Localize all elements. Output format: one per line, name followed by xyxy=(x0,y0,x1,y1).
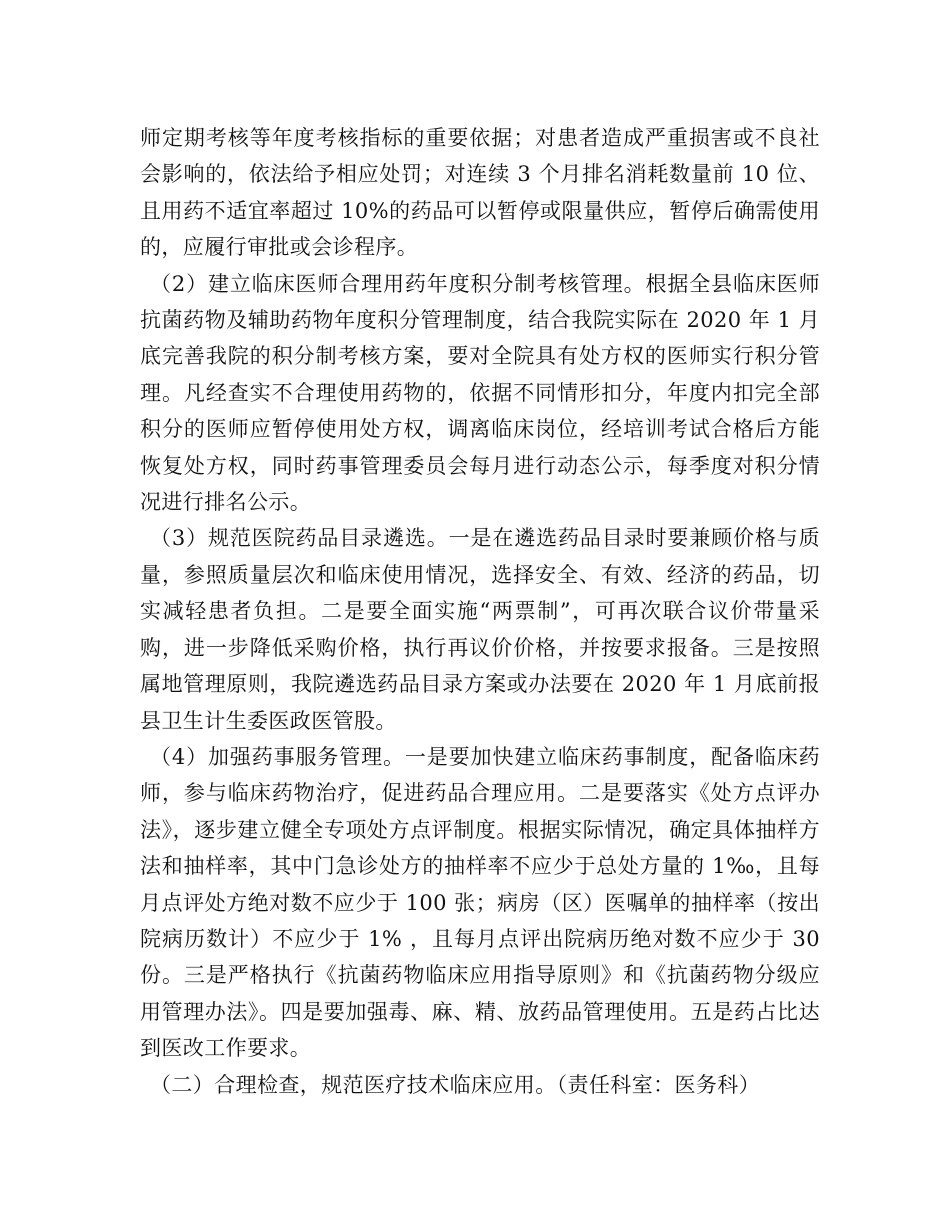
paragraph-item-4: （4）加强药事服务管理。一是要加快建立临床药事制度，配备临床药师，参与临床药物治疗，促进药品合理应用。二是要落实《处方点评办法》，逐步建立健全专项处方点评制度。根据实际情况，确定具体抽样方法和抽样率，其中门急诊处方的抽样率不应少于总处方量的 1‰，且每月点评处方绝对数不应少于 100 张；病房（区）医嘱单的抽样率（按出院病历数计）不应少于 1% ，且每月点评出院病历绝对数不应少于 30 份。三是严格执行《抗菌药物临床应用指导原则》和《抗菌药物分级应用管理办法》。四是要加强毒、麻、精、放药品管理使用。五是药占比达到医改工作要求。 xyxy=(140,744,820,1061)
paragraph-item-3: （3）规范医院药品目录遴选。一是在遴选药品目录时要兼顾价格与质量，参照质量层次和临床使用情况，选择安全、有效、经济的药品，切实减轻患者负担。二是要全面实施“两票制”，可再次联合议价带量采购，进一步降低采购价格，执行再议价价格，并按要求报备。三是按照属地管理原则，我院遴选药品目录方案或办法要在 2020 年 1 月底前报县卫生计生委医政医管股。 xyxy=(140,526,820,733)
section-heading-2: （二）合理检查，规范医疗技术临床应用。（责任科室：医务科） xyxy=(150,1072,761,1097)
paragraph-continuation: 师定期考核等年度考核指标的重要依据；对患者造成严重损害或不良社会影响的，依法给予相应处罚；对连续 3 个月排名消耗数量前 10 位、且用药不适宜率超过 10%的药品可以暂停或限量供应，暂停后确需使用的，应履行审批或会诊程序。 xyxy=(140,126,820,260)
document-body xyxy=(140,120,820,1103)
paragraph-item-2: （2）建立临床医师合理用药年度积分制考核管理。根据全县临床医师抗菌药物及辅助药物年度积分管理制度，结合我院实际在 2020 年 1 月底完善我院的积分制考核方案，要对全院具有处方权的医师实行积分管理。凡经查实不合理使用药物的，依据不同情形扣分，年度内扣完全部积分的医师应暂停使用处方权，调离临床岗位，经培训考试合格后方能恢复处方权，同时药事管理委员会每月进行动态公示，每季度对积分情况进行排名公示。 xyxy=(140,271,820,515)
